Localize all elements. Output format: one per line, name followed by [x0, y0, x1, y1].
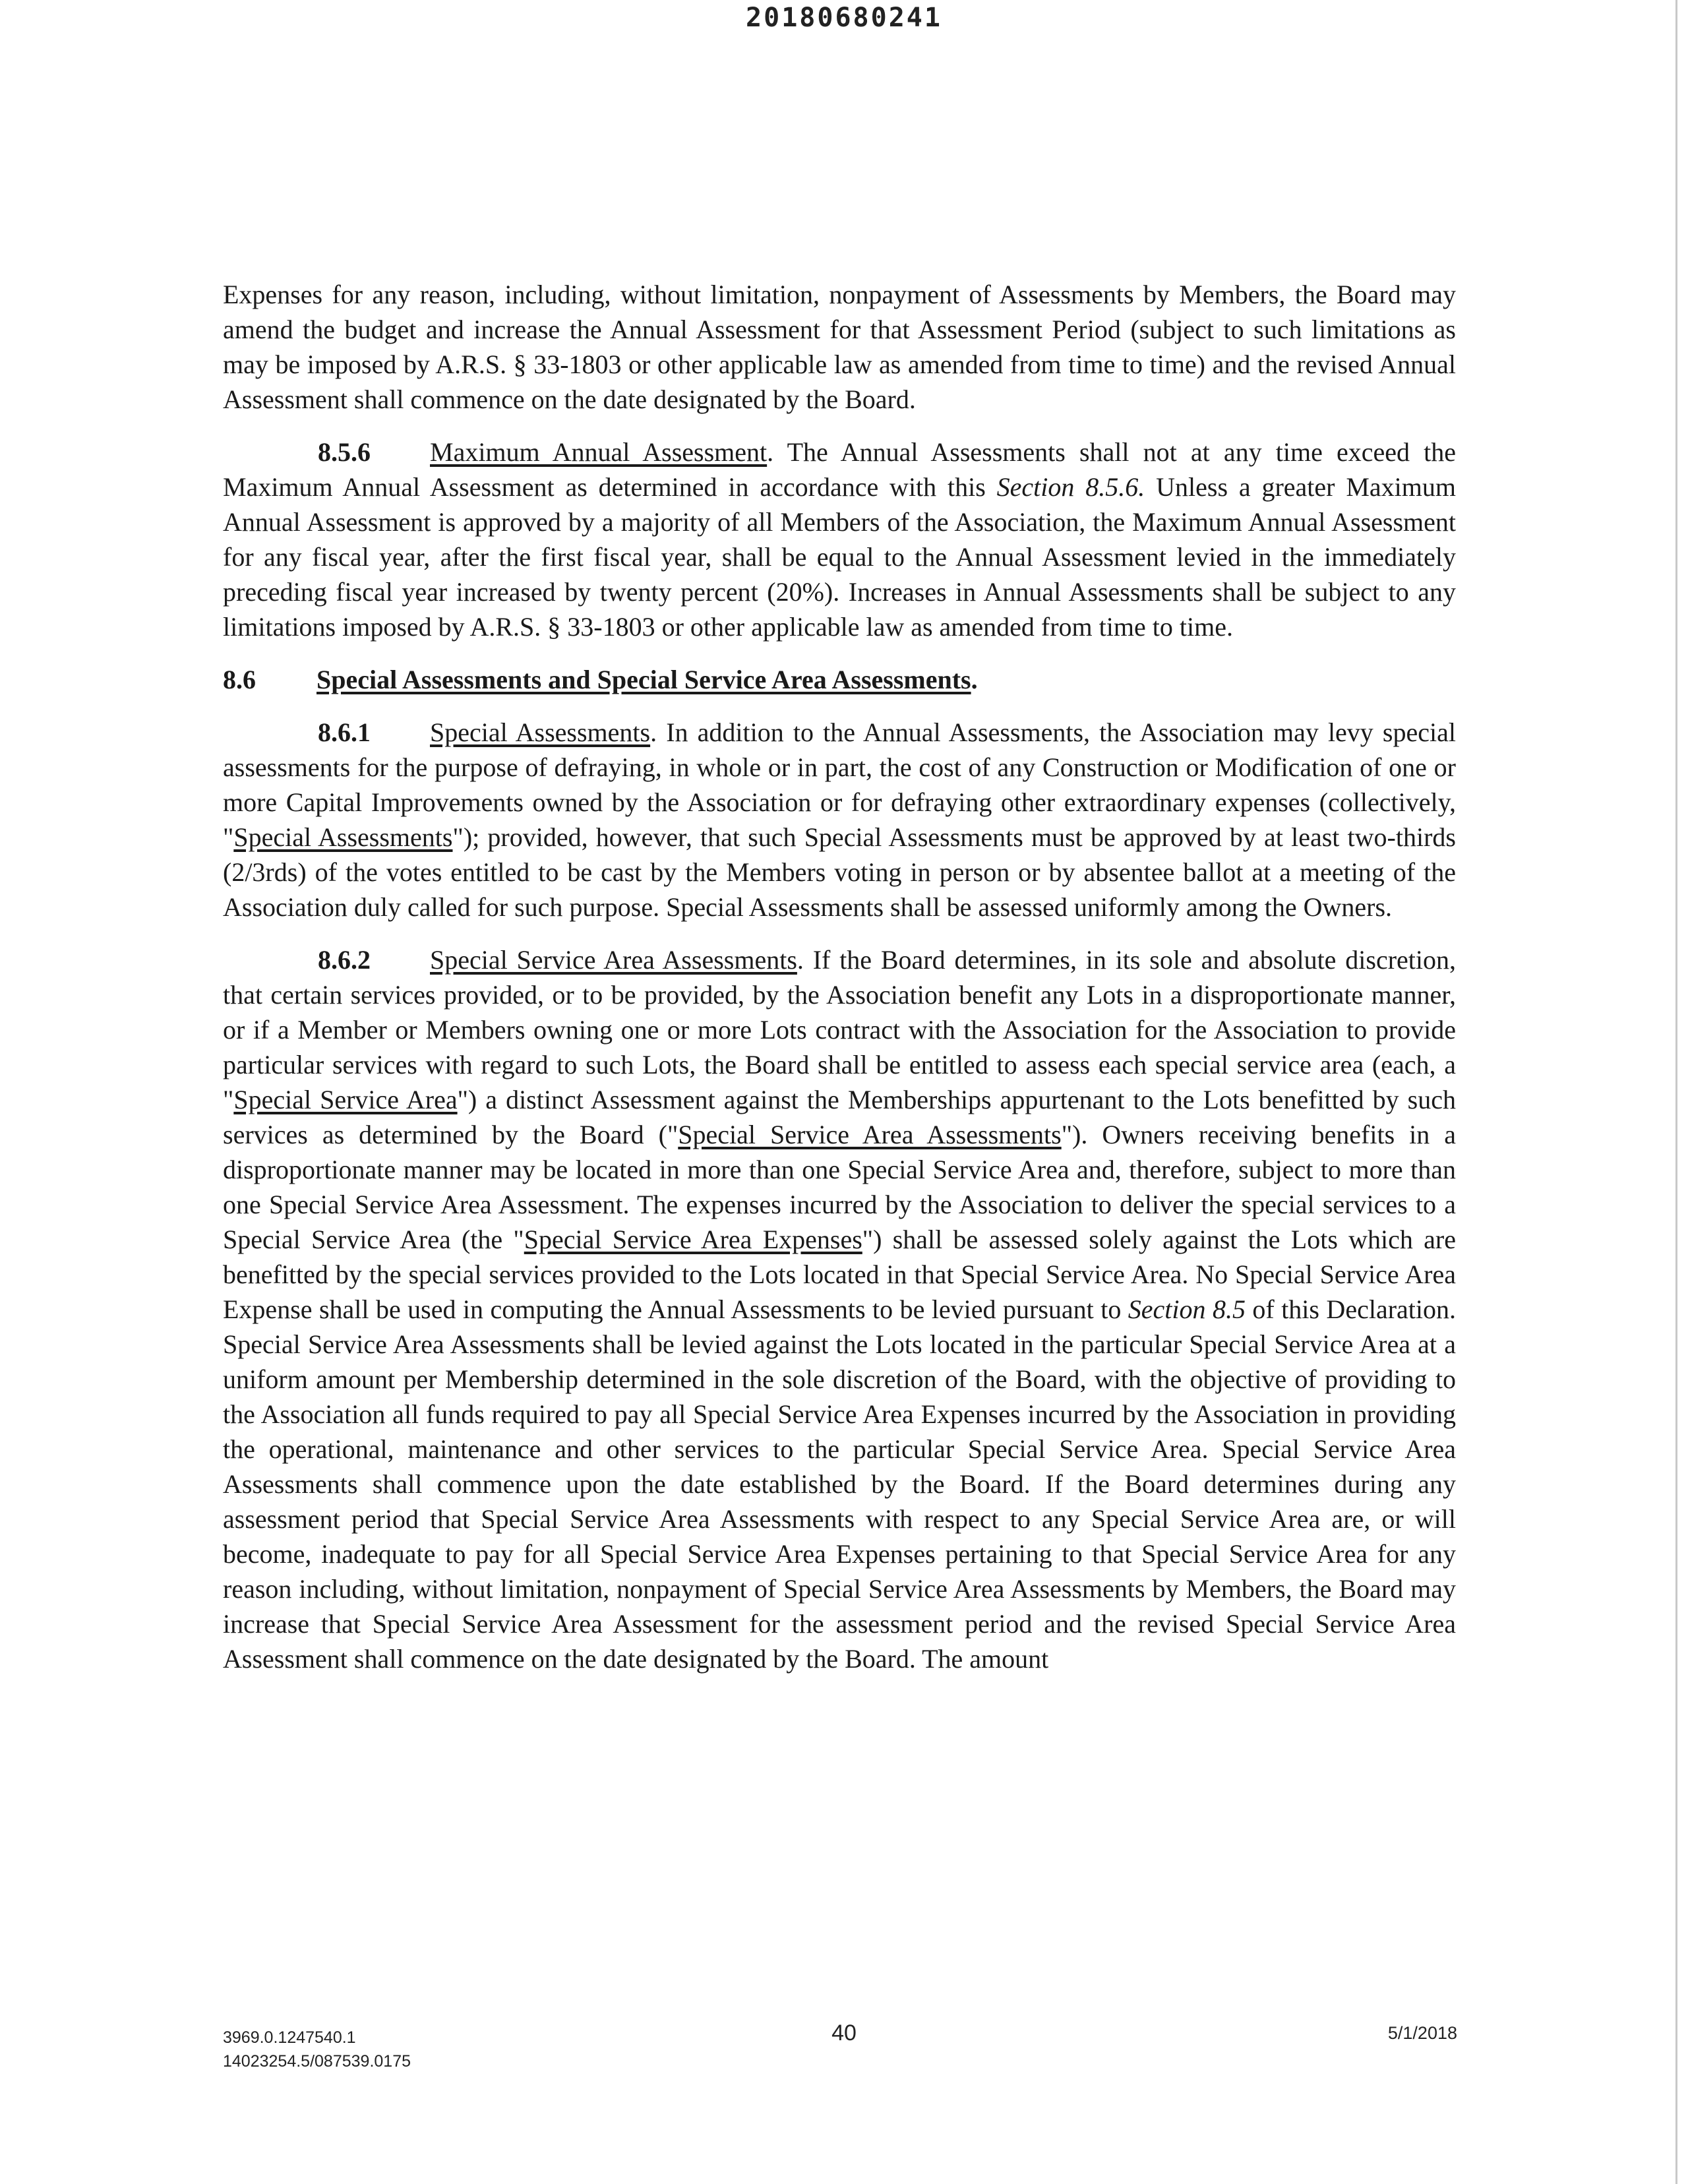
section-text: "). Owners receiving benefits in a disproportionate manner may be located in more than one Special Service Area and, therefore, subject to more than one Special Service Area Assessment. The expenses incurred by the Association to deliver the special services to a Special Service Area (the " [223, 1120, 1456, 1254]
section-title: Special Assessments [430, 717, 651, 747]
defined-term: Special Assessments [233, 822, 453, 852]
footer-doc-id: 3969.0.1247540.1 [223, 2028, 356, 2047]
section-8-5-6 [223, 435, 1456, 644]
footer-doc-ids [223, 2026, 411, 2073]
section-title: Maximum Annual Assessment [430, 437, 768, 467]
section-title-end: . [971, 665, 978, 694]
footer-doc-id: 14023254.5/087539.0175 [223, 2052, 411, 2071]
section-number: 8.6 [223, 665, 256, 694]
section-8-6-1 [223, 715, 1456, 925]
section-text: . In addition to the Annual Assessments, the Association may levy special assessments for the purpose of defraying, in whole or in part, the cost of any Construction or Modification of one or more Capital Improvements owned by the Association or for defraying other extraordinary expenses (collectively, " [223, 717, 1456, 852]
page-number: 40 [831, 2020, 857, 2046]
section-text: of this Declaration. Special Service Area Assessments shall be levied against the Lots located in the particular Special Service Area at a uniform amount per Membership determined in the sole discretion of the Board, with the objective of providing to the Association all funds required to pay all Special Service Area Expenses incurred by the Association in providing the operational, maintenance and other services to the particular Special Service Area. Special Service Area Assessments shall commence upon the date established by the Board. If the Board determines during any assessment period that Special Service Area Assessments with respect to any Special Service Area are, or will become, inadequate to pay for all Special Service Area Expenses pertaining to that Special Service Area for any reason including, without limitation, nonpayment of Special Service Area Assessments by Members, the Board may increase that Special Service Area Assessment for the assessment period and the revised Special Service Area Assessment shall commence on the date designated by the Board. The amount [223, 1294, 1456, 1674]
section-reference: Section 8.5.6. [996, 472, 1145, 502]
defined-term: Special Service Area Expenses [524, 1225, 862, 1254]
section-text: . The Annual Assessments shall not at any time exceed the Maximum Annual Assessment as determined in accordance with this [223, 437, 1456, 502]
document-body [223, 277, 1456, 1694]
footer-date: 5/1/2018 [1387, 2023, 1457, 2043]
section-text: "); provided, however, that such Special Assessments must be approved by at least two-thirds (2/3rds) of the votes entitled to be cast by the Members voting in person or by absentee ballot at a meeting of the Association duly called for such purpose. Special Assessments shall be assessed uniformly among the Owners. [223, 822, 1456, 922]
continuation-paragraph: Expenses for any reason, including, without limitation, nonpayment of Assessments by Members, the Board may amend the budget and increase the Annual Assessment for that Assessment Period (subject to such limitations as may be imposed by A.R.S. § 33-1803 or other applicable law as amended from time to time) and the revised Annual Assessment shall commence on the date designated by the Board. [223, 280, 1456, 414]
section-number: 8.6.2 [318, 945, 371, 975]
page-edge-line [1675, 0, 1677, 2184]
section-number: 8.5.6 [318, 437, 371, 467]
section-8-6-2 [223, 942, 1456, 1676]
section-text: ") a distinct Assessment against the Memberships appurtenant to the Lots benefitted by such services as determined by the Board (" [223, 1085, 1457, 1149]
section-text: . If the Board determines, in its sole and absolute discretion, that certain services provided, or to be provided, by the Association benefit any Lots in a disproportionate manner, or if a Member or Members owning one or more Lots contract with the Association for the Association to provide particular services with regard to such Lots, the Board shall be entitled to assess each special service area (each, a " [223, 945, 1456, 1114]
defined-term: Special Service Area [233, 1085, 458, 1114]
section-title: Special Service Area Assessments [430, 945, 797, 975]
section-title: Special Assessments and Special Service Area Assessments [316, 665, 971, 694]
recording-number: 20180680241 [746, 3, 942, 33]
section-reference: Section 8.5 [1128, 1294, 1246, 1324]
section-text: Unless a greater Maximum Annual Assessment is approved by a majority of all Members of the Association, the Maximum Annual Assessment for any fiscal year, after the first fiscal year, shall be equal to the Annual Assessment levied in the immediately preceding fiscal year increased by twenty percent (20%). Increases in Annual Assessments shall be subject to any limitations imposed by A.R.S. § 33-1803 or other applicable law as amended from time to time. [223, 472, 1456, 642]
section-text: ") shall be assessed solely against the Lots which are benefitted by the special services provided to the Lots located in that Special Service Area. No Special Service Area Expense shall be used in computing the Annual Assessments to be levied pursuant to [223, 1225, 1456, 1324]
section-8-6-heading [223, 662, 1456, 697]
section-number: 8.6.1 [318, 717, 371, 747]
defined-term: Special Service Area Assessments [678, 1120, 1062, 1149]
